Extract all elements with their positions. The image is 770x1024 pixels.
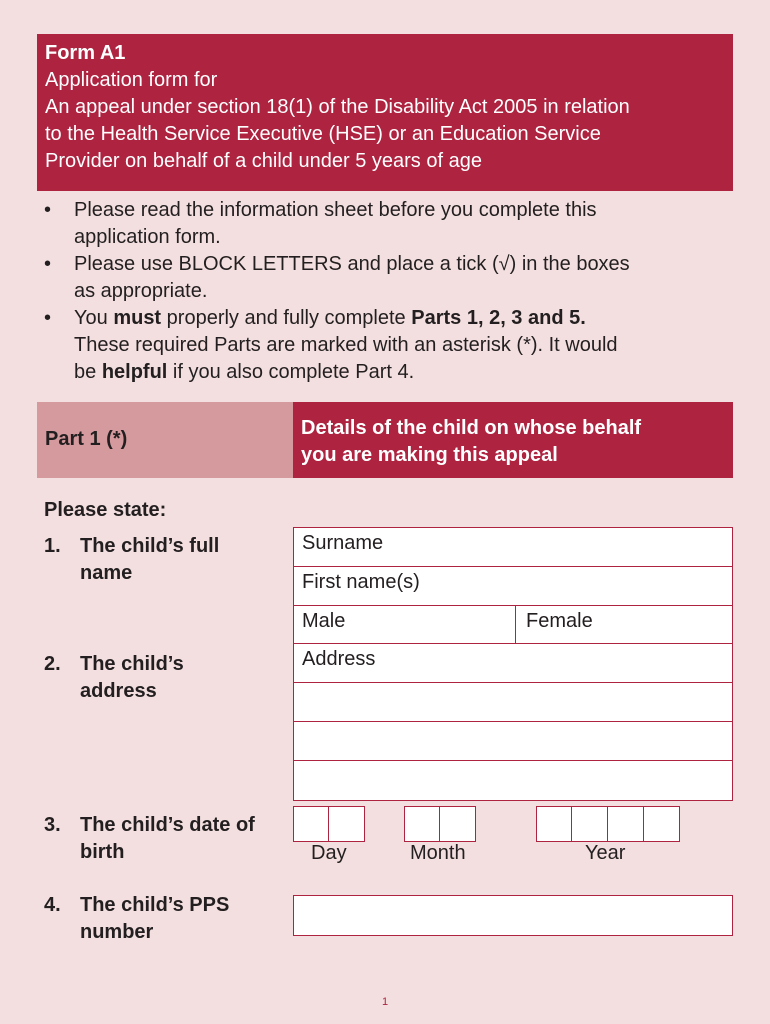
question-text: The child’s	[80, 653, 184, 675]
dob-day-label: Day	[311, 842, 347, 864]
instruction-text: Please read the information sheet before you complete this	[74, 199, 597, 221]
part1-title-line: you are making this appeal	[301, 444, 558, 466]
dob-year-digit-1[interactable]	[536, 806, 572, 842]
instructions	[44, 197, 724, 386]
question-text: The child’s full	[80, 535, 220, 557]
dob-month-boxes	[404, 806, 476, 842]
question-4-label	[44, 892, 229, 946]
child-name-fields	[293, 527, 733, 646]
instruction-text: as appropriate.	[74, 280, 208, 302]
pps-number-input[interactable]	[293, 895, 733, 936]
dob-day-digit-2[interactable]	[329, 806, 365, 842]
text: properly and fully complete	[161, 307, 412, 329]
address-line-2[interactable]	[294, 683, 732, 722]
instruction-required-parts	[44, 305, 724, 386]
question-3-label	[44, 812, 255, 866]
question-text: The child’s date of	[80, 814, 255, 836]
please-state: Please state:	[44, 499, 167, 521]
instruction-text: Please use BLOCK LETTERS and place a tick (√) in the boxes	[74, 253, 630, 275]
dob-year-digit-3[interactable]	[608, 806, 644, 842]
female-option[interactable]: Female	[526, 610, 593, 632]
text: You	[74, 307, 114, 329]
surname-field[interactable]	[294, 528, 732, 567]
page-number: 1	[381, 996, 389, 1008]
part1-label: Part 1 (*)	[45, 428, 128, 450]
address-line-4[interactable]	[294, 761, 732, 800]
dob-month-digit-2[interactable]	[440, 806, 476, 842]
text: if you also complete Part 4.	[167, 361, 415, 383]
header-line-4: Provider on behalf of a child under 5 years of age	[45, 150, 482, 172]
dob-year-boxes	[536, 806, 680, 842]
dob-month-digit-1[interactable]	[404, 806, 440, 842]
instruction-block-letters	[44, 251, 724, 305]
question-text: The child’s PPS	[80, 894, 230, 916]
question-text: birth	[80, 841, 125, 863]
instruction-text	[74, 305, 724, 332]
emphasis: must	[113, 307, 162, 329]
emphasis: Parts 1, 2, 3 and 5.	[411, 307, 586, 329]
dob-day-digit-1[interactable]	[293, 806, 329, 842]
divider	[515, 606, 516, 645]
header-line-3: to the Health Service Executive (HSE) or an Education Service	[45, 123, 601, 145]
emphasis: helpful	[101, 361, 168, 383]
part1-label-cell	[37, 402, 293, 478]
instruction-text: These required Parts are marked with an asterisk (*). It would	[74, 334, 618, 356]
part1-title-line: Details of the child on whose behalf	[301, 417, 642, 439]
question-number: 3.	[44, 814, 61, 836]
address-line-1[interactable]	[294, 644, 732, 683]
bullet-icon: •	[44, 307, 52, 329]
dob-year-digit-4[interactable]	[644, 806, 680, 842]
first-names-label: First name(s)	[302, 571, 420, 593]
male-option[interactable]: Male	[302, 610, 346, 632]
dob-year-digit-2[interactable]	[572, 806, 608, 842]
form-number: Form A1	[45, 42, 126, 64]
question-number: 1.	[44, 535, 61, 557]
question-2-label	[44, 651, 184, 705]
question-text: address	[80, 680, 157, 702]
part1-title	[293, 402, 733, 478]
address-line-3[interactable]	[294, 722, 732, 761]
address-label: Address	[302, 648, 376, 670]
header-line-2: An appeal under section 18(1) of the Disability Act 2005 in relation	[45, 96, 630, 118]
first-names-field[interactable]	[294, 567, 732, 606]
dob-year-label: Year	[585, 842, 626, 864]
question-1-label	[44, 533, 219, 587]
question-number: 4.	[44, 894, 61, 916]
question-text: number	[80, 921, 154, 943]
instruction-text	[74, 359, 724, 386]
part1-header	[37, 402, 733, 478]
question-number: 2.	[44, 653, 61, 675]
text: be	[74, 361, 102, 383]
dob-month-label: Month	[410, 842, 466, 864]
dob-day-boxes	[293, 806, 365, 842]
surname-label: Surname	[302, 532, 384, 554]
gender-row	[294, 606, 732, 645]
instruction-read-sheet	[44, 197, 724, 251]
header-line-1: Application form for	[45, 69, 218, 91]
bullet-icon: •	[44, 253, 52, 275]
question-text: name	[80, 562, 133, 584]
bullet-icon: •	[44, 199, 52, 221]
form-header	[37, 34, 733, 191]
instruction-text: application form.	[74, 226, 221, 248]
child-address-fields	[293, 643, 733, 801]
